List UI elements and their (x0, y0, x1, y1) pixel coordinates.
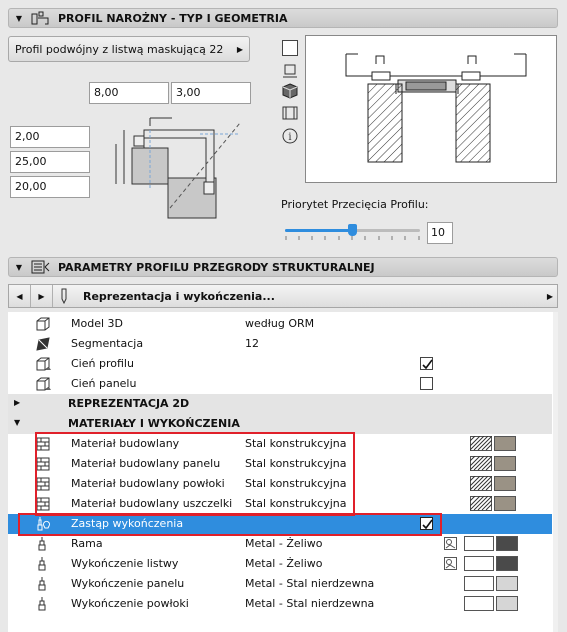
next-page-button[interactable]: ▶ (31, 285, 53, 307)
list-item-panel-finish[interactable]: Wykończenie panelu Metal - Stal nierdzewna (8, 574, 552, 594)
list-item-building-material[interactable]: Materiał budowlany Stal konstrukcyjna (8, 434, 552, 454)
geometry-diagram (110, 108, 245, 223)
finish-empty-swatch (464, 576, 494, 591)
page-pencil-icon (53, 285, 75, 307)
3d-box-icon[interactable] (282, 83, 298, 99)
finish-color-swatch (496, 576, 518, 591)
surface-image-icon[interactable] (444, 557, 457, 570)
list-item-gasket-material[interactable]: Materiał budowlany uszczelki Stal konstrukcyjna (8, 494, 552, 514)
page-menu-arrow-icon[interactable]: ▶ (546, 291, 554, 301)
collapse-triangle-icon[interactable]: ▼ (15, 13, 23, 23)
list-scrollbar[interactable] (553, 312, 558, 632)
material-color-swatch (494, 456, 516, 471)
paint-brush-icon (35, 576, 51, 592)
corner-profile-icon (30, 10, 52, 26)
dimension-input-left-1[interactable]: 2,00 (10, 126, 90, 148)
priority-slider-fill (285, 229, 353, 232)
list-item-override-finishes[interactable]: Zastąp wykończenia (8, 514, 552, 534)
material-color-swatch (494, 436, 516, 451)
profile-preview-drawing (306, 36, 556, 182)
collapse-triangle-icon[interactable]: ▼ (14, 418, 21, 427)
prev-page-button[interactable]: ◀ (9, 285, 31, 307)
finish-color-swatch (496, 536, 518, 551)
group-representation-2d[interactable]: ▶ REPREZENTACJA 2D (8, 394, 552, 414)
section-title: PROFIL NAROŻNY - TYP I GEOMETRIA (58, 11, 288, 25)
shadow-cube-icon (35, 356, 51, 372)
dimension-input-top-left[interactable]: 8,00 (89, 82, 169, 104)
info-icon[interactable] (282, 128, 298, 144)
material-color-swatch (494, 476, 516, 491)
paint-brush-icon (35, 536, 51, 552)
profile-type-dropdown[interactable] (8, 36, 250, 62)
parameter-page-navigator (8, 284, 558, 308)
priority-value-input[interactable]: 10 (427, 222, 453, 244)
override-highlight-box (18, 513, 442, 536)
current-page-label: Reprezentacja i wykończenia... (83, 289, 275, 303)
plan-view-icon[interactable] (282, 40, 298, 56)
cube-icon (35, 316, 51, 332)
parameters-icon (30, 259, 52, 275)
shadow-cube-icon (35, 376, 51, 392)
svg-text:i: i (288, 132, 292, 143)
materials-highlight-box (35, 432, 355, 516)
section-header-parameters[interactable] (8, 257, 558, 277)
material-color-swatch (494, 496, 516, 511)
finish-empty-swatch (464, 536, 494, 551)
panel-shadow-checkbox[interactable] (420, 377, 433, 390)
dropdown-arrow-icon: ▶ (236, 44, 243, 54)
list-item-trim-finish[interactable]: Wykończenie listwy Metal - Żeliwo (8, 554, 552, 574)
list-item-panel-shadow[interactable]: Cień panelu (8, 374, 552, 394)
paint-brush-icon (35, 596, 51, 612)
list-item-segmentation[interactable]: Segmentacja 12 (8, 334, 552, 354)
profile-shadow-checkbox[interactable] (420, 357, 433, 370)
section-header-geometry[interactable] (8, 8, 558, 28)
priority-slider-ticks (285, 236, 420, 241)
paint-brush-icon (35, 556, 51, 572)
group-materials[interactable]: ▼ MATERIAŁY I WYKOŃCZENIA (8, 414, 552, 434)
hatch-swatch (470, 456, 492, 471)
finish-empty-swatch (464, 556, 494, 571)
dimension-input-top-right[interactable]: 3,00 (171, 82, 251, 104)
list-item-coating-finish[interactable]: Wykończenie powłoki Metal - Stal nierdzewna (8, 594, 552, 614)
list-item-coating-material[interactable]: Materiał budowlany powłoki Stal konstrukcyjna (8, 474, 552, 494)
list-item-panel-material[interactable]: Materiał budowlany panelu Stal konstrukcyjna (8, 454, 552, 474)
list-item-model-3d[interactable]: Model 3D według ORM (8, 314, 552, 334)
expand-triangle-icon[interactable]: ▶ (14, 398, 21, 407)
profile-type-value: Profil podwójny z listwą maskującą 22 (15, 42, 224, 56)
hatch-swatch (470, 496, 492, 511)
finish-color-swatch (496, 556, 518, 571)
priority-slider-thumb[interactable] (348, 224, 357, 236)
dimension-input-left-3[interactable]: 20,00 (10, 176, 90, 198)
hatch-swatch (470, 436, 492, 451)
surface-image-icon[interactable] (444, 537, 457, 550)
dimension-input-left-2[interactable]: 25,00 (10, 151, 90, 173)
finish-color-swatch (496, 596, 518, 611)
section-title: PARAMETRY PROFILU PRZEGRODY STRUKTURALNEJ (58, 260, 375, 274)
list-item-profile-shadow[interactable]: Cień profilu (8, 354, 552, 374)
priority-label: Priorytet Przecięcia Profilu: (281, 198, 429, 211)
section-icon[interactable] (282, 105, 298, 121)
list-item-frame-finish[interactable]: Rama Metal - Żeliwo (8, 534, 552, 554)
finish-empty-swatch (464, 596, 494, 611)
segment-icon (35, 336, 51, 352)
profile-preview (305, 35, 557, 183)
collapse-triangle-icon[interactable]: ▼ (15, 262, 23, 272)
elevation-icon[interactable] (282, 63, 298, 79)
hatch-swatch (470, 476, 492, 491)
